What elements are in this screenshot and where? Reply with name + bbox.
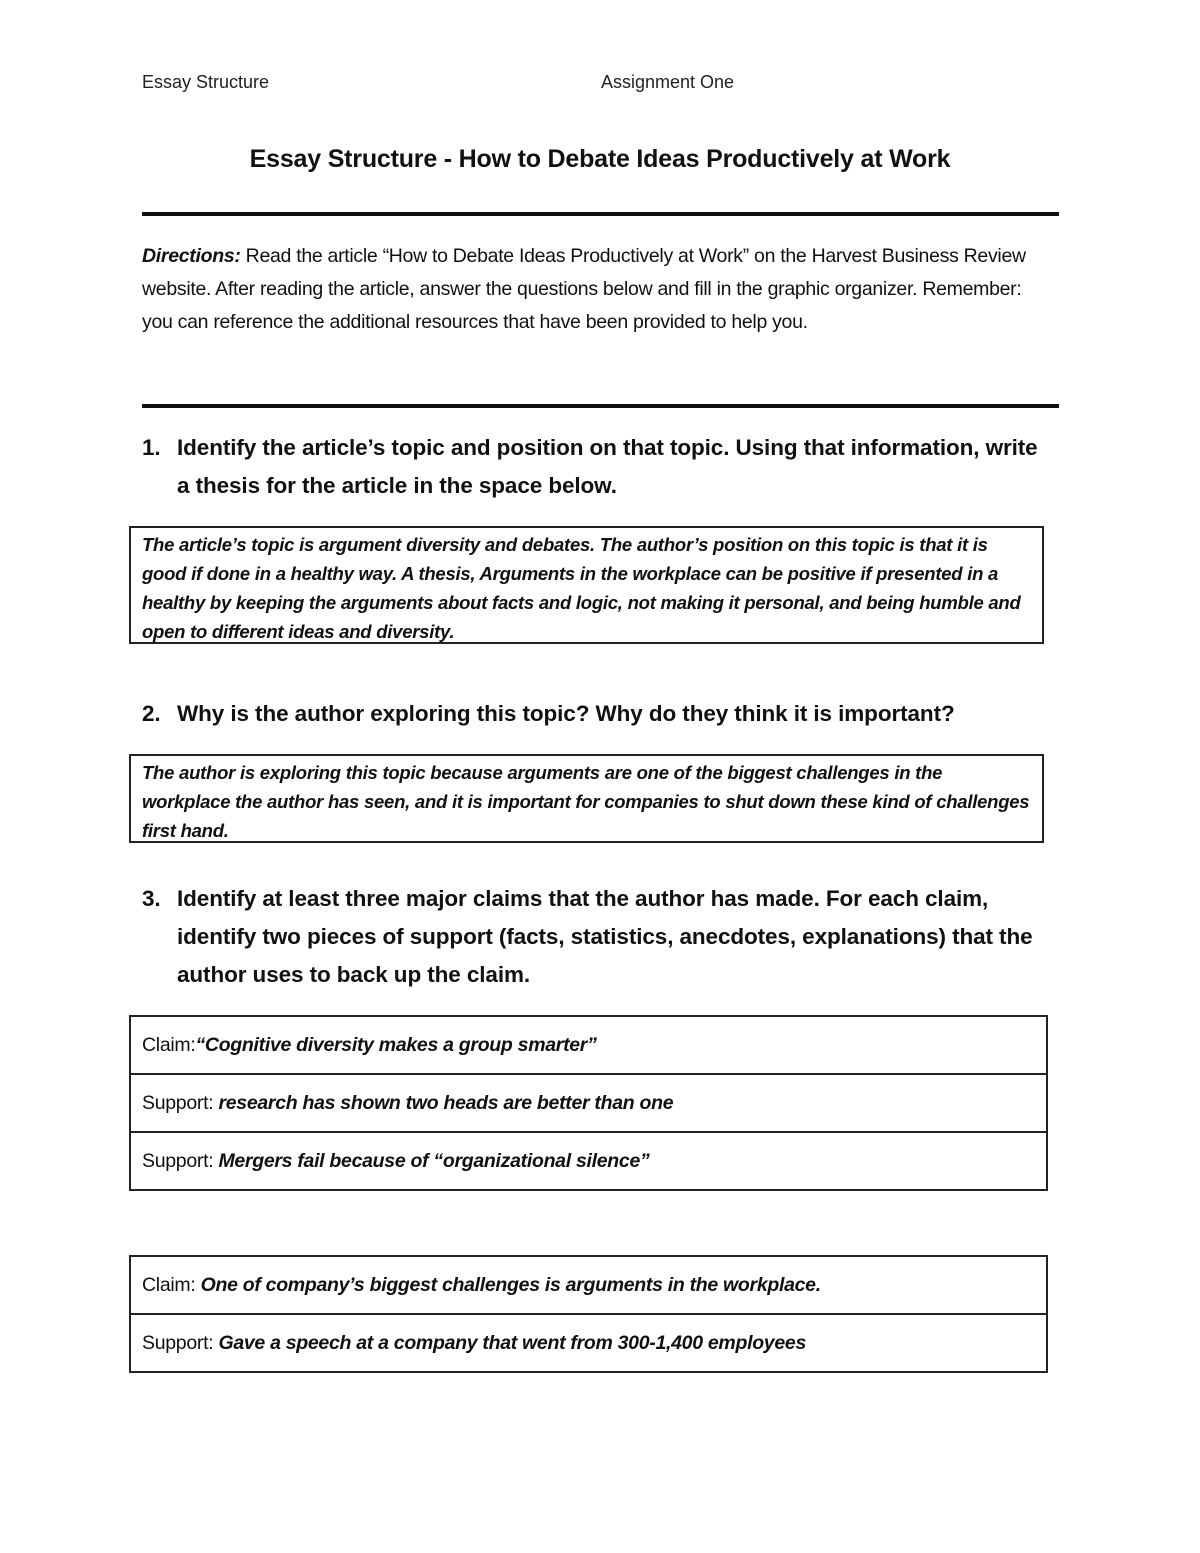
cell-label: Support: <box>142 1149 214 1172</box>
support-cell[interactable] <box>130 1314 1047 1372</box>
support-row <box>130 1132 1047 1190</box>
question-number: 2. <box>142 701 161 726</box>
claim-cell[interactable] <box>130 1256 1047 1314</box>
support-cell[interactable] <box>130 1074 1047 1132</box>
cell-label: Support: <box>142 1091 214 1114</box>
support-row <box>130 1074 1047 1132</box>
question-text: Identify at least three major claims that the author has made. For each claim, identify two pieces of support (facts, statistics, anecdotes, explanations) that the author uses to back up the claim. <box>177 886 1033 987</box>
divider <box>142 404 1059 408</box>
claim-row <box>130 1256 1047 1314</box>
support-row <box>130 1314 1047 1372</box>
directions-label: Directions: <box>142 245 241 267</box>
directions-paragraph <box>142 240 1042 339</box>
answer-box-1[interactable]: The article’s topic is argument diversity and debates. The author’s position on this topic is that it is good if done in a healthy way. A thesis, Arguments in the workplace can be positive if presented in a healthy by keeping the arguments about facts and logic, not making it personal, and being humble and open to different ideas and diversity. <box>129 526 1044 644</box>
cell-value: One of company’s biggest challenges is arguments in the workplace. <box>195 1273 821 1296</box>
question-2 <box>142 695 1042 733</box>
question-number: 3. <box>142 886 161 911</box>
claim-row <box>130 1016 1047 1074</box>
page-title: Essay Structure - How to Debate Ideas Productively at Work <box>249 145 951 173</box>
cell-label: Claim: <box>142 1273 196 1296</box>
header-assignment-label: Assignment One <box>601 72 735 92</box>
question-3 <box>142 880 1042 994</box>
answer-box-2[interactable]: The author is exploring this topic because arguments are one of the biggest challenges in the workplace the author has seen, and it is important for companies to shut down these kind of challenges first hand. <box>129 754 1044 843</box>
claim-cell[interactable] <box>130 1016 1047 1074</box>
claim-organizer-2 <box>129 1255 1048 1373</box>
cell-value: Mergers fail because of “organizational silence” <box>213 1149 650 1172</box>
question-text: Why is the author exploring this topic? Why do they think it is important? <box>177 701 955 726</box>
cell-value: research has shown two heads are better than one <box>213 1091 674 1114</box>
cell-value: Gave a speech at a company that went from 300-1,400 employees <box>213 1331 806 1354</box>
support-cell[interactable] <box>130 1132 1047 1190</box>
question-number: 1. <box>142 435 161 460</box>
divider <box>142 212 1059 216</box>
header-course-title: Essay Structure <box>142 72 270 92</box>
directions-text: Read the article “How to Debate Ideas Productively at Work” on the Harvest Business Review website. After reading the article, answer the questions below and fill in the graphic organizer. Remember: you can reference the additional resources that have been provided to help you. <box>142 245 1026 333</box>
cell-value: “Cognitive diversity makes a group smarter” <box>195 1033 597 1056</box>
cell-label: Support: <box>142 1331 214 1354</box>
question-text: Identify the article’s topic and position on that topic. Using that information, write a thesis for the article in the space below. <box>177 435 1038 498</box>
cell-label: Claim: <box>142 1033 196 1056</box>
claim-organizer-1 <box>129 1015 1048 1191</box>
question-1 <box>142 429 1042 505</box>
